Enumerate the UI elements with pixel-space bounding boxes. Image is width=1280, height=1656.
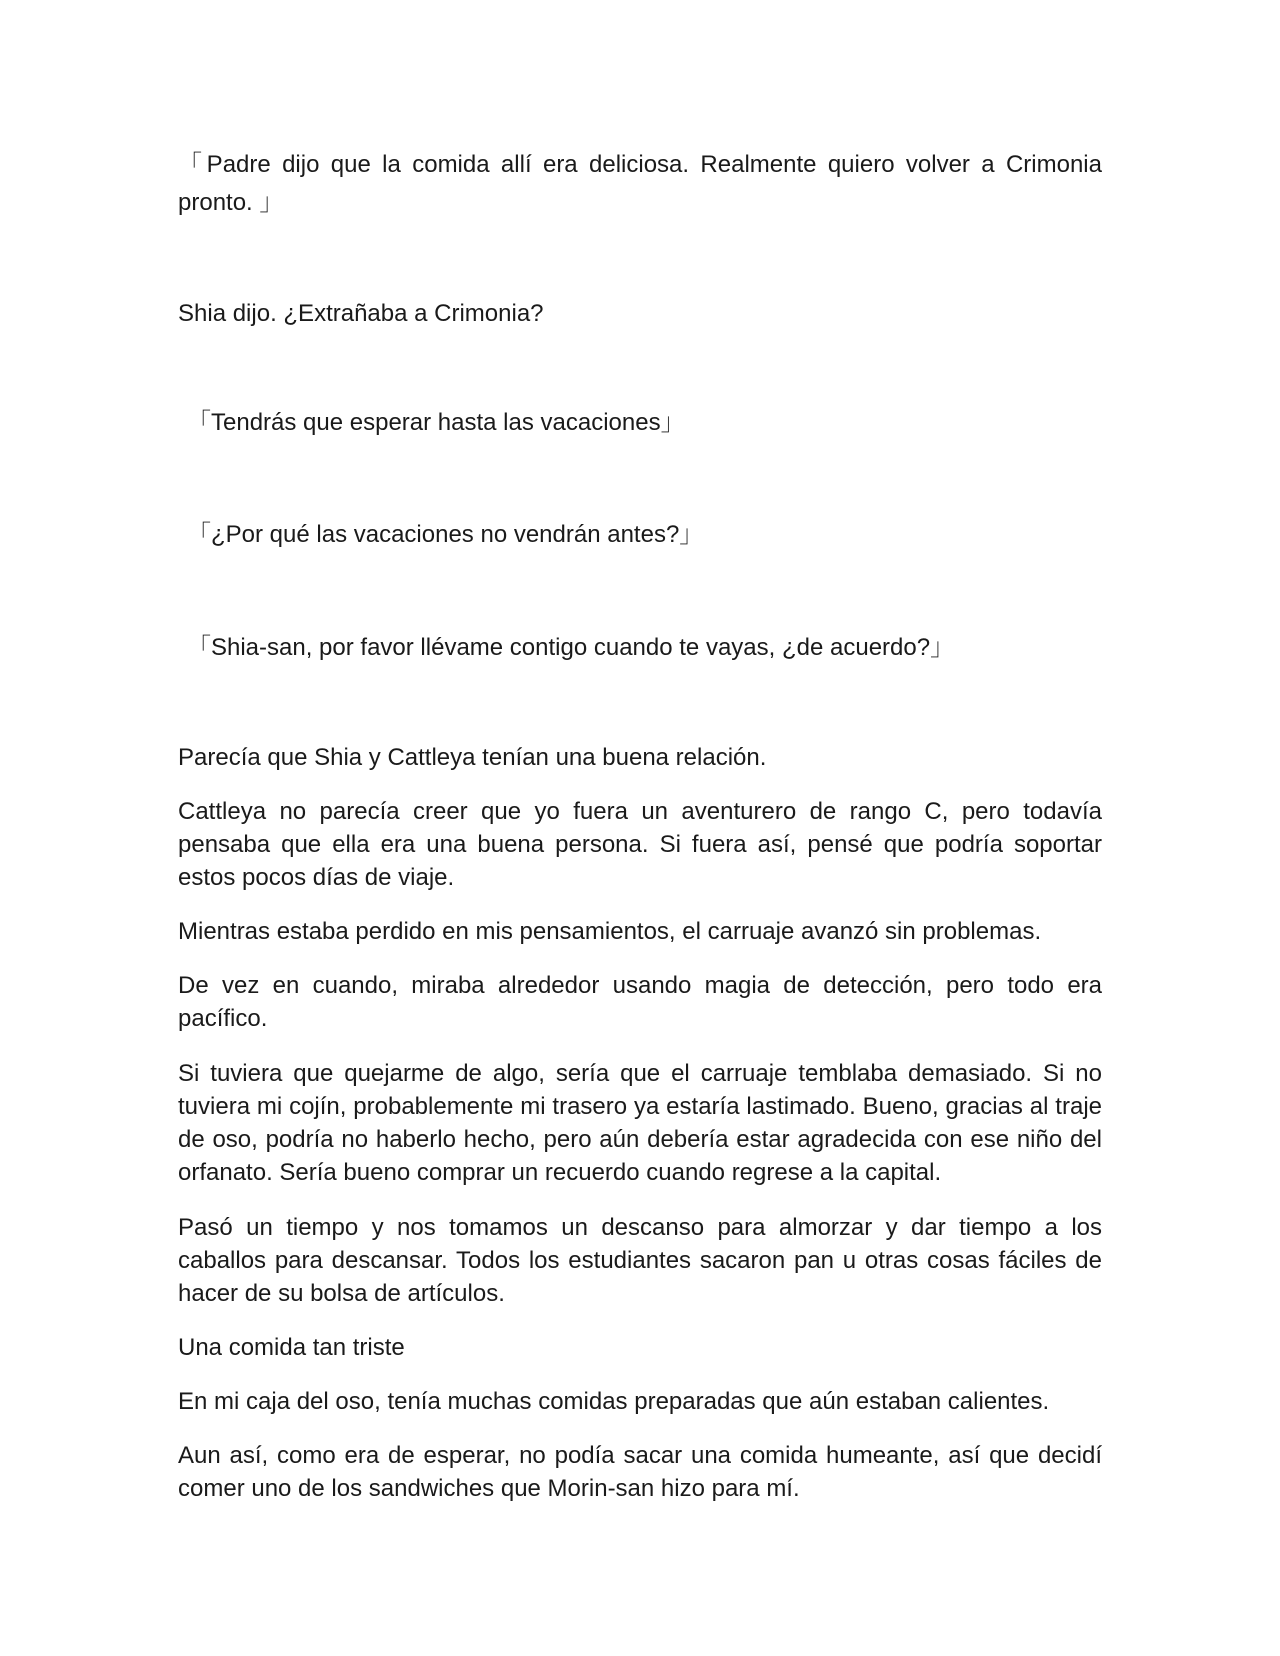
paragraph-magia-deteccion: De vez en cuando, miraba alrededor usando magia de detección, pero todo era pacífico.: [178, 972, 1102, 1032]
paragraph-dialogue-padre: 「Padre dijo que la comida allí era deliciosa. Realmente quiero volver a Crimonia pronto. 」: [178, 151, 1102, 216]
paragraph-cattleya: Cattleya no parecía creer que yo fuera un aventurero de rango C, pero todavía pensaba que ella era una buena persona. Si fuera así, pensé que podría soportar estos pocos días de viaje.: [178, 798, 1102, 891]
paragraph-comida-triste: Una comida tan triste: [178, 1334, 405, 1361]
paragraph-dialogue-vacaciones: 「Tendrás que esperar hasta las vacaciones」: [187, 409, 685, 436]
paragraph-dialogue-por-que: 「¿Por qué las vacaciones no vendrán antes?」: [187, 521, 704, 548]
paragraph-caja-oso: En mi caja del oso, tenía muchas comidas preparadas que aún estaban calientes.: [178, 1388, 1050, 1415]
paragraph-sandwiches: Aun así, como era de esperar, no podía sacar una comida humeante, así que decidí comer uno de los sandwiches que Morin-san hizo para mí.: [178, 1442, 1102, 1502]
paragraph-quejarme: Si tuviera que quejarme de algo, sería que el carruaje temblaba demasiado. Si no tuviera mi cojín, probablemente mi trasero ya estaría lastimado. Bueno, gracias al traje de oso, podría no haberlo hecho, pero aún debería estar agradecida con ese niño del orfanato. Sería bueno comprar un recuerdo cuando regrese a la capital.: [178, 1060, 1102, 1186]
paragraph-descanso: Pasó un tiempo y nos tomamos un descanso para almorzar y dar tiempo a los caballos para descansar. Todos los estudiantes sacaron pan u otras cosas fáciles de hacer de su bolsa de artículos.: [178, 1214, 1102, 1307]
paragraph-carruaje-avanzo: Mientras estaba perdido en mis pensamientos, el carruaje avanzó sin problemas.: [178, 918, 1042, 945]
paragraph-relacion: Parecía que Shia y Cattleya tenían una buena relación.: [178, 744, 767, 771]
paragraph-dialogue-llevame: 「Shia-san, por favor llévame contigo cuando te vayas, ¿de acuerdo?」: [187, 634, 955, 661]
paragraph-shia-dijo: Shia dijo. ¿Extrañaba a Crimonia?: [178, 300, 544, 327]
